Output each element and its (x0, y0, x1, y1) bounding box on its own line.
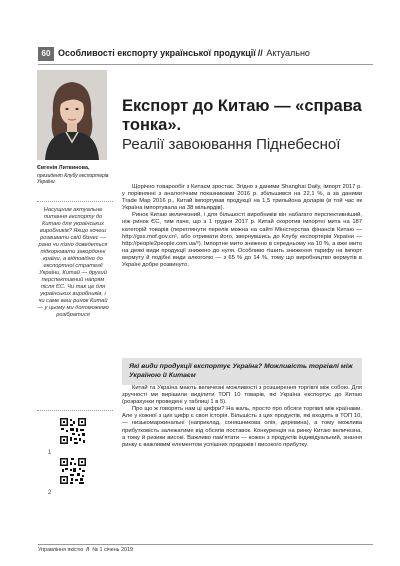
qr-code[interactable] (60, 418, 86, 444)
paragraph: Китай та Україна мають величезні можливості з розширення торгівлі між собою. Для зручності ми вирішили виділити ТОП 10 товарів, які Україна експортує до Китаю (розрахунки проведені у таблиці 1 в 5). (122, 385, 362, 406)
paragraph: Ринок Китаю величезний, і для більшості виробників він набагато перспективніший, ніж ринок ЄС, тим паче, що з 1 грудня 2017 р. Китай скоротив імпортні мита на 187 категорій товарів (переглянути перелік можна на сайті Міністерства фінансів Китаю — http://gss.mof.gov.cn¹, або отримати його, звернувшись до Клубу експортерів України — http://people2people.com.ua/²). Імпортне мито знижено в середньому на 10 %, а вже мито на деякі види продукції знижено до нуля. Особливо тішить зниження тарифу на імпорт вермуту й подібні види алкоголю — з 65 % до 14 %, тому що виробництво вермутів в Україні добре розвинуто. (122, 212, 362, 269)
header-title (58, 48, 310, 58)
journal-name: Управління якістю (38, 547, 84, 553)
paragraph: Про що ж говорять нам ці цифри? На жаль, просто про обсяги торгівлі між країнами. Але у кожної з цих цифр є своя історія. Більшість з цих продуктів, які входять в ТОП 10, — низькомаржинальні (наприклад, соняшникова олія, деревина), а тому можлива прибутковість залежатиме від обсягів поставок. Конкуренція на ринку Китаю величезна, а тому й ризики високі. Важливо пам'ятати — кожен з продуктів індивідуальний, знання ринку є важливим елементом успішних продажів і високого прибутку. (122, 406, 362, 448)
page-header (38, 46, 373, 65)
article-section-body (122, 385, 362, 449)
qr-number: 1 (48, 450, 52, 456)
header-separator: // (257, 48, 263, 58)
article-intro (122, 184, 362, 269)
qr-number: 2 (48, 490, 52, 496)
section-title: Особливості експорту української продукції (58, 48, 256, 58)
rubric: Актуально (266, 48, 310, 58)
footer-text (38, 547, 133, 553)
author-caption (37, 165, 109, 185)
divider (37, 410, 113, 411)
author-role: президент Клубу експортерів України (37, 173, 109, 185)
article-title: Експорт до Китаю — «справа тонка». (122, 97, 362, 134)
paragraph: Щорічно товарообіг з Китаєм зростає. Згідно з даними Shanghai Daily, імпорт 2017 р. у порівнянні з аналогічним показниками 2016 р. збільшився на 22,1 %, а за даними Trade Map 2016 р., Китай імпортував продукції на 1,5 трильйона доларів (в той час як Україна імпортувала на 38 мільярдів). (122, 184, 362, 212)
page-footer (38, 544, 373, 553)
issue-info: № 1 січень 2019 (92, 547, 133, 553)
section-heading-box (122, 358, 362, 385)
divider (37, 201, 113, 202)
qr-code[interactable] (60, 458, 86, 484)
section-heading: Які види продукції експортує Україна? Можливість торгівлі між Україною й Китаєм (129, 363, 353, 379)
article-subtitle: Реалії завоювання Піднебесної (122, 136, 341, 153)
page-number: 60 (38, 47, 54, 61)
author-name: Євгенія Литвинова, (37, 165, 90, 171)
sidebar-quote: Насущним актуальне питання експорту до Китаю для українських виробників? Якщо хочеш розвивати свій бізнес — рано чи пізно доведеться підкорювати закордонні країни, а відповідно до експортної стратегії України, Китай — другий перспективний напрям після ЄС. Чи так це для українських виробників, і чи саме ваш ринок Китай — у цьому ми допоможемо розібратися (37, 207, 109, 318)
author-photo (37, 70, 107, 160)
footer-separator: // (86, 547, 90, 553)
